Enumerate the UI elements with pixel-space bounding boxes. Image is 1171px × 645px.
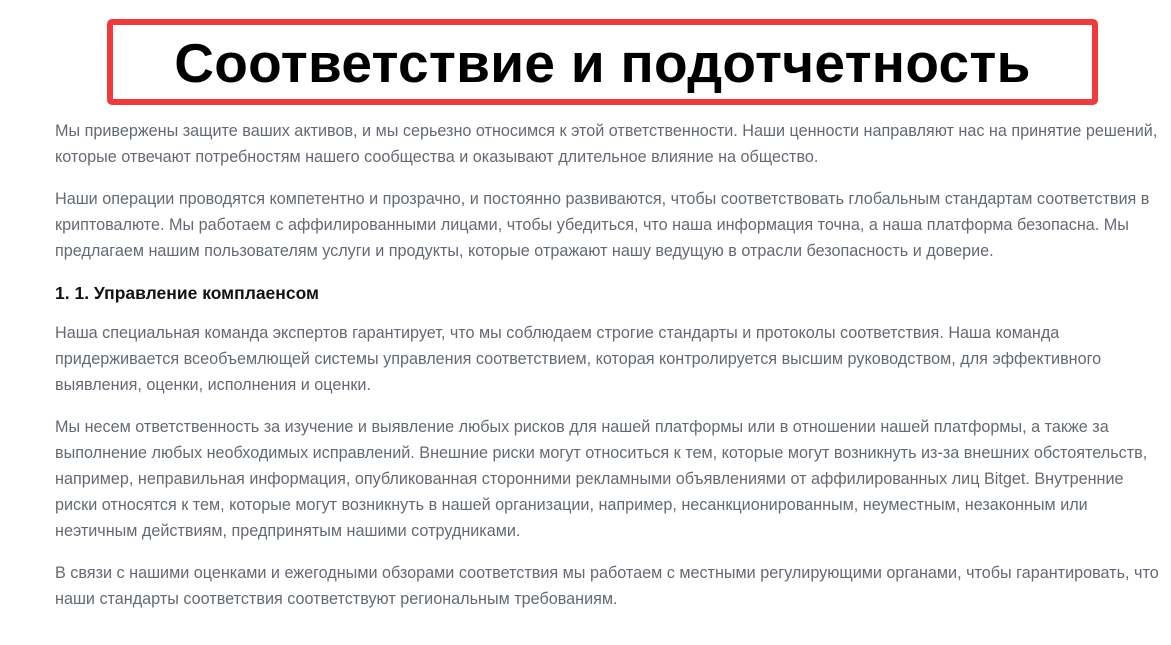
intro-paragraph-1: Мы привержены защите ваших активов, и мы серьезно относимся к этой ответственности. Наши ценности направляют нас на принятие решений, которые отвечают потребностям нашего сообщества и оказывают длительное влияние на общество. — [55, 122, 1158, 166]
article-body — [55, 118, 1165, 628]
section-paragraph-3: В связи с нашими оценками и ежегодными обзорами соответствия мы работаем с местными регулирующими органами, чтобы гарантировать, что наши стандарты соответствия соответствуют региональным требованиям. — [55, 564, 1159, 608]
section-paragraph-2: Мы несем ответственность за изучение и выявление любых рисков для нашей платформы или в отношении нашей платформы, а также за выполнение любых необходимых исправлений. Внешние риски могут относиться к тем, которые могут возникнуть из-за внешних обстоятельств, например, неправильная информация, опубликованная сторонними рекламными объявлениями от аффилированных лиц Bitget. Внутренние риски относятся к тем, которые могут возникнуть в нашей организации, например, несанкционированным, неуместным, незаконным или неэтичным действиям, предпринятым нашими сотрудниками. — [55, 418, 1148, 540]
section-paragraph-1: Наша специальная команда экспертов гарантирует, что мы соблюдаем строгие стандарты и протоколы соответствия. Наша команда придерживается всеобъемлющей системы управления соответствием, которая контролируется высшим руководством, для эффективного выявления, оценки, исполнения и оценки. — [55, 324, 1102, 394]
section-heading: 1. 1. Управление комплаенсом — [55, 283, 319, 303]
title-banner — [107, 19, 1098, 105]
intro-paragraph-2: Наши операции проводятся компетентно и прозрачно, и постоянно развиваются, чтобы соответствовать глобальным стандартам соответствия в криптовалюте. Мы работаем с аффилированными лицами, чтобы убедиться, что наша информация точна, а наша платформа безопасна. Мы предлагаем нашим пользователям услуги и продукты, которые отражают нашу ведущую в отрасли безопасность и доверие. — [55, 190, 1150, 260]
page-title: Соответствие и подотчетность — [174, 31, 1031, 94]
